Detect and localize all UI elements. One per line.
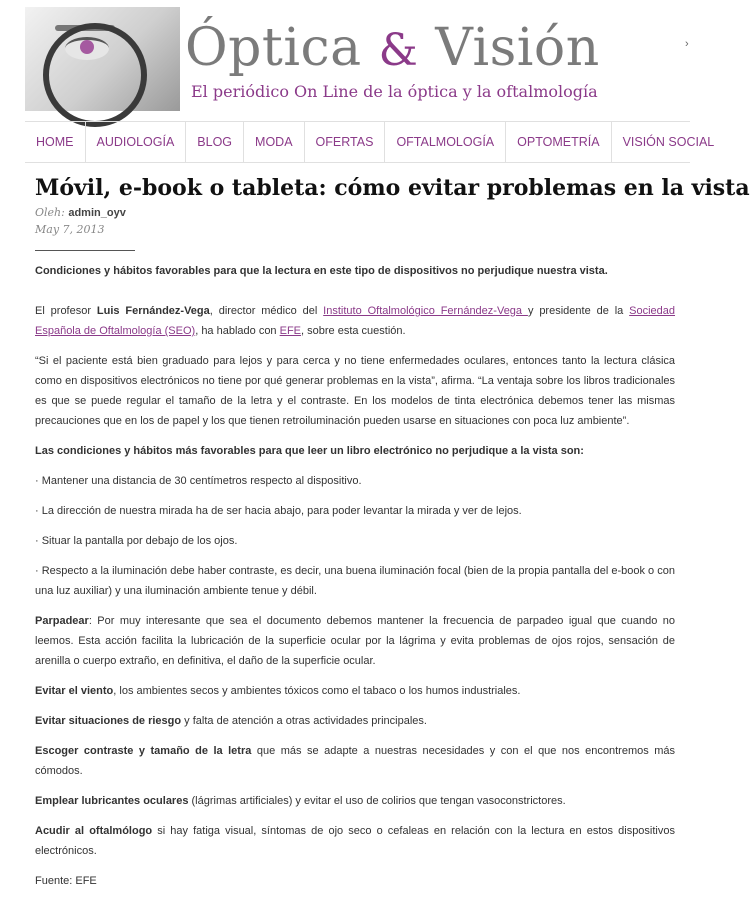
paragraph-author — [35, 301, 675, 341]
quote-paragraph: “Si el paciente está bien graduado para lejos y para cerca y no tiene enfermedades oculares, entonces tanto la lectura clásica como en dispositivos electrónicos no tiene por qué generar problemas en la vista”, afirma. “La ventaja sobre los libros tradicionales es que se puede regular el tamaño de la letra y el contraste. En los modelos de tinta electrónica debemos tener las mismas precauciones que en los de papel y los que tienen retroiluminación pueden usarse en situaciones con poca luz ambiente”. — [35, 355, 675, 427]
site-header — [25, 7, 690, 111]
tip-paragraph — [35, 821, 675, 861]
tip-lead: Parpadear — [35, 615, 89, 627]
tip-lead: Acudir al oftalmólogo — [35, 825, 153, 837]
tip-lead: Evitar situaciones de riesgo — [35, 715, 182, 727]
chevron-right-icon[interactable]: › — [685, 38, 689, 50]
intro-paragraph — [35, 261, 675, 281]
bullet-item: · La dirección de nuestra mirada ha de ser hacia abajo, para poder levantar la mirada y ver de lejos. — [35, 505, 522, 517]
nav-item-ofertas[interactable]: OFERTAS — [305, 122, 386, 162]
nav-item-home[interactable]: HOME — [25, 122, 86, 162]
main-nav — [25, 121, 715, 163]
tip-lead: Emplear lubricantes oculares — [35, 795, 189, 807]
tip-lead: Escoger contraste y tamaño de la letra — [35, 745, 252, 757]
glasses-lens-shape — [43, 23, 147, 127]
tip-text: : Por muy interesante que sea el documento debemos mantener la frecuencia de parpadeo igual que cuando no leemos. Esta acción facilita la lubricación de la superficie ocular por la lágrima y evita problemas de ojos rojos, sensación de arenilla o cuerpo extraño, en definitiva, el daño de la superficie ocular. — [35, 615, 675, 667]
tip-text: y falta de atención a otras actividades principales. — [181, 715, 427, 727]
post-title[interactable]: Móvil, e-book o tableta: cómo evitar problemas en la vista — [35, 175, 750, 201]
nav-item-moda[interactable]: MODA — [244, 122, 305, 162]
nav-item-audiologia[interactable]: AUDIOLOGÍA — [86, 122, 187, 162]
nav-item-blog[interactable]: BLOG — [186, 122, 244, 162]
text-segment: y presidente de la — [527, 305, 630, 317]
post-content — [35, 261, 675, 891]
bullet-item: · Situar la pantalla por debajo de los ojos. — [35, 535, 238, 547]
tip-text: que más se adapte a nuestras necesidades y con el que nos encontremos más cómodos. — [35, 745, 676, 777]
divider — [35, 250, 135, 251]
site-title-ampersand: & — [378, 25, 419, 76]
post-author-line — [35, 205, 675, 221]
nav-item-optometria[interactable]: OPTOMETRÍA — [506, 122, 611, 162]
tip-text: (lágrimas artificiales) y evitar el uso de colirios que tengan vasoconstrictores. — [188, 795, 566, 807]
site-tagline: El periódico On Line de la óptica y la oftalmología — [191, 82, 598, 101]
intro-text: Condiciones y hábitos favorables para que la lectura en este tipo de dispositivos no perjudique nuestra vista. — [35, 265, 608, 277]
text-segment: , sobre esta cuestión. — [301, 325, 406, 337]
site-title[interactable] — [185, 13, 600, 86]
tip-paragraph — [35, 791, 675, 811]
logo-eye-glasses-image[interactable] — [25, 7, 180, 111]
conditions-heading — [35, 441, 675, 461]
tip-text: si hay fatiga visual, síntomas de ojo seco o cefaleas en relación con la lectura en estos dispositivos electrónicos. — [35, 825, 675, 857]
link-efe[interactable]: EFE — [279, 325, 302, 337]
tip-text: , los ambientes secos y ambientes tóxicos como el tabaco o los humos industriales. — [113, 685, 521, 697]
conditions-heading-text: Las condiciones y hábitos más favorables para que leer un libro electrónico no perjudique a la vista son: — [35, 445, 584, 457]
text-segment: , ha hablado con — [195, 325, 280, 337]
tip-paragraph — [35, 611, 675, 671]
bullet-item: · Mantener una distancia de 30 centímetros respecto al dispositivo. — [35, 475, 362, 487]
site-title-part1: Óptica — [185, 18, 379, 78]
tip-paragraph — [35, 711, 675, 731]
tip-lead: Evitar el viento — [35, 685, 114, 697]
site-title-part2: Visión — [418, 18, 600, 78]
nav-item-oftalmologia[interactable]: OFTALMOLOGÍA — [385, 122, 506, 162]
bullet-item: · Respecto a la iluminación debe haber contraste, es decir, una buena iluminación focal (bien de la propia pantalla del e-book o con una luz auxiliar) y una iluminación ambiente tenue y débil. — [35, 565, 675, 597]
nav-item-vision-social[interactable]: VISIÓN SOCIAL — [622, 135, 715, 149]
tip-paragraph — [35, 741, 675, 781]
author-label: Oleh: — [35, 206, 65, 219]
person-name: Luis Fernández-Vega — [96, 305, 210, 317]
author-name[interactable]: admin_oyv — [68, 207, 126, 219]
tip-paragraph — [35, 681, 675, 701]
link-seo[interactable]: Sociedad Española de Oftalmología (SEO) — [35, 305, 676, 337]
source-line: Fuente: EFE — [35, 875, 97, 887]
link-instituto[interactable]: Instituto Oftalmológico Fernández-Vega — [323, 305, 528, 317]
text-segment: El profesor — [35, 305, 97, 317]
post-article — [35, 172, 750, 901]
post-date: May 7, 2013 — [35, 223, 105, 236]
text-segment: , director médico del — [209, 305, 324, 317]
